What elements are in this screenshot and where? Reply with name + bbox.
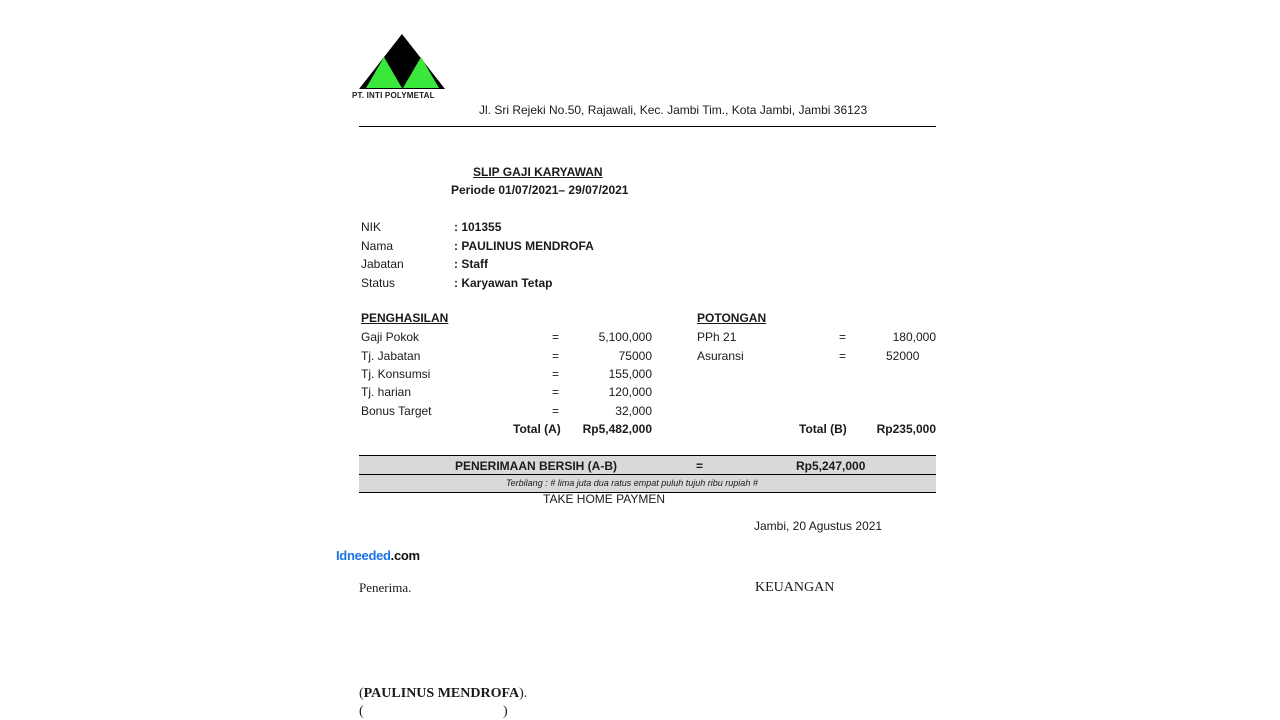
company-logo (358, 32, 450, 92)
employee-label-nik: NIK (361, 220, 382, 234)
paren-open: ( (359, 686, 364, 701)
deduction-label: Asuransi (697, 349, 744, 363)
earning-label: Tj. Jabatan (361, 349, 421, 363)
net-pay-eq: = (696, 459, 704, 473)
watermark-part1: Idneeded (336, 548, 391, 563)
place-date: Jambi, 20 Agustus 2021 (754, 519, 883, 533)
earning-value: 155,000 (608, 367, 652, 381)
watermark-part2: .com (390, 548, 420, 563)
employee-label-nama: Nama (361, 239, 394, 253)
deduction-label: PPh 21 (697, 330, 737, 344)
deductions-heading: POTONGAN (697, 311, 767, 325)
earning-label: Tj. harian (361, 385, 412, 399)
earning-label: Gaji Pokok (361, 330, 420, 344)
receiver-label: Penerima. (359, 580, 412, 595)
receiver-name (359, 686, 527, 702)
watermark (336, 548, 420, 563)
deduction-eq: = (839, 349, 847, 363)
earning-value: 32,000 (615, 404, 652, 418)
take-home-label: TAKE HOME PAYMEN (543, 492, 666, 506)
net-pay-terbilang: Terbilang : # lima juta dua ratus empat puluh tujuh ribu rupiah # (506, 478, 758, 488)
header-divider (359, 126, 936, 127)
earning-value: 75000 (618, 349, 652, 363)
earnings-heading: PENGHASILAN (361, 311, 449, 325)
earning-eq: = (552, 385, 560, 399)
slip-period: Periode 01/07/2021– 29/07/2021 (451, 183, 629, 197)
earning-eq: = (552, 330, 560, 344)
deduction-value: 52000 (886, 349, 920, 363)
earnings-total-value: Rp5,482,000 (582, 422, 652, 436)
net-pay-value: Rp5,247,000 (796, 459, 866, 473)
earning-value: 120,000 (608, 385, 652, 399)
employee-value-nik: : 101355 (454, 220, 502, 234)
earning-eq: = (552, 404, 560, 418)
deduction-value: 180,000 (892, 330, 936, 344)
deductions-total-label: Total (B) (799, 422, 847, 436)
earning-label: Bonus Target (361, 404, 432, 418)
employee-value-status: : Karyawan Tetap (454, 276, 553, 290)
earnings-total-label: Total (A) (513, 422, 561, 436)
company-name: PT. INTI POLYMETAL (352, 91, 435, 100)
slip-title: SLIP GAJI KARYAWAN (473, 165, 603, 179)
net-pay-label: PENERIMAAN BERSIH (A-B) (455, 459, 617, 473)
blank-paren-close: ) (503, 704, 508, 719)
blank-paren-open: ( (359, 704, 364, 719)
employee-value-jabatan: : Staff (454, 257, 488, 271)
deductions-total-value: Rp235,000 (876, 422, 936, 436)
earning-value: 5,100,000 (598, 330, 652, 344)
employee-label-jabatan: Jabatan (361, 257, 404, 271)
paren-close: ). (519, 686, 528, 701)
earning-eq: = (552, 367, 560, 381)
company-address: Jl. Sri Rejeki No.50, Rajawali, Kec. Jambi Tim., Kota Jambi, Jambi 36123 (479, 103, 868, 117)
net-pay-divider (359, 474, 936, 475)
earning-eq: = (552, 349, 560, 363)
finance-label: KEUANGAN (755, 580, 835, 595)
employee-value-nama: : PAULINUS MENDROFA (454, 239, 594, 253)
employee-label-status: Status (361, 276, 396, 290)
deduction-eq: = (839, 330, 847, 344)
receiver-name-text: PAULINUS MENDROFA (363, 686, 520, 701)
earning-label: Tj. Konsumsi (361, 367, 431, 381)
